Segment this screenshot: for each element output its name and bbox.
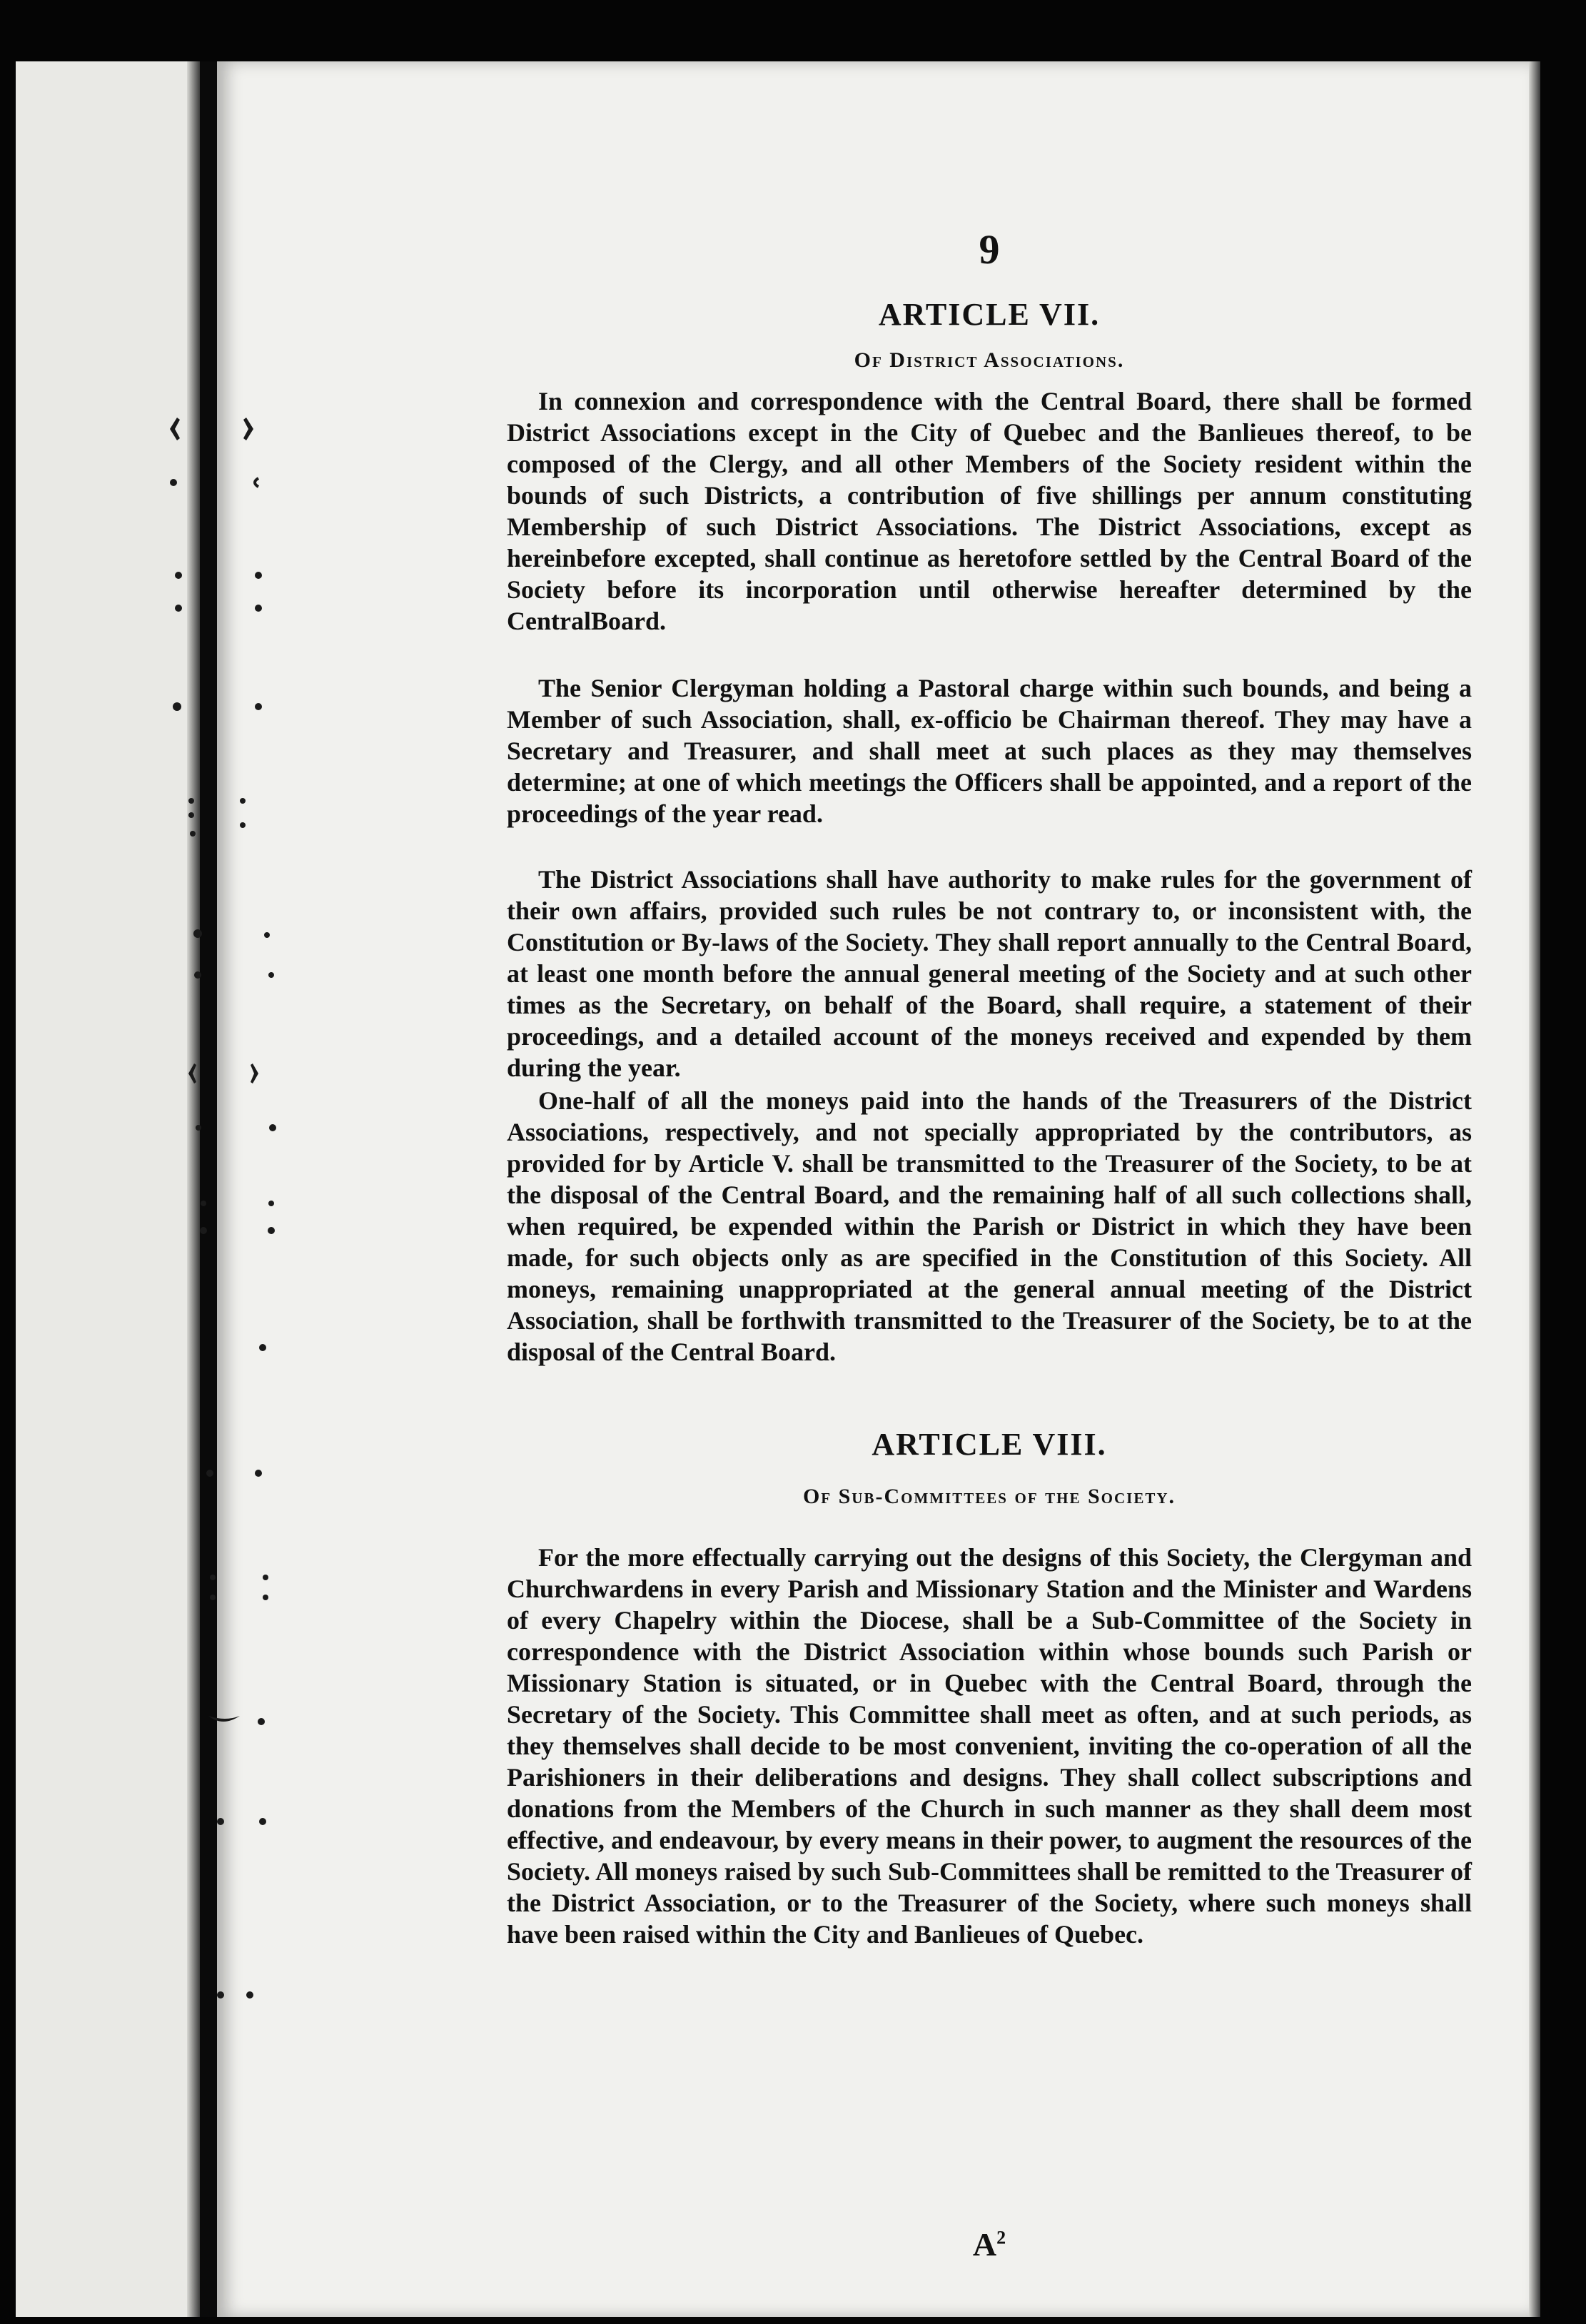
- margin-dot: [188, 798, 194, 804]
- margin-dot: [173, 702, 181, 711]
- margin-dot: [175, 572, 182, 579]
- margin-dot: [190, 831, 196, 837]
- margin-dot: [206, 1470, 213, 1477]
- page-number: 9: [979, 226, 1000, 273]
- margin-dot: [210, 1575, 216, 1580]
- margin-dot: [258, 1718, 265, 1725]
- margin-dot: [193, 929, 202, 938]
- margin-dot: [217, 1991, 224, 1999]
- bracket-mark: [243, 418, 253, 440]
- margin-dot: [255, 1470, 262, 1477]
- margin-dot: [170, 479, 177, 486]
- margin-dot: [175, 605, 182, 612]
- margin-dot: [263, 1595, 268, 1600]
- margin-dot: [268, 1201, 274, 1206]
- bracket-mark: [208, 1716, 240, 1722]
- margin-dot: [259, 1818, 266, 1825]
- margin-dot: [255, 605, 262, 612]
- article-viii-paragraph-1: For the more effectually carrying out the designs of this Society, the Clergyman and Churchwardens in every Parish and Missionary Station and the Minister and Wardens of every Chapelry within the Diocese, shall be a Sub-Committee of the Society in correspondence with the District Association within whose bounds such Parish or Missionary Station is situated, or in Quebec with the Central Board, through the Secretary of the Society. This Committee shall meet as often, and at such periods, as they themselves shall decide to be most convenient, inviting the co-operation of all the Parishioners in their deliberations and designs. They shall collect subscriptions and donations from the Members of the Church in such manner as they shall deem most effective, and endeavour, by every means in their power, to augment the resources of the Society. All moneys raised by such Sub-Committees shall be remitted to the Treasurer of the District Association, or to the Treasurer of the Society, where such moneys shall have been raised within the City and Banlieues of Quebec.: [507, 1543, 1472, 1949]
- margin-dot: [255, 703, 262, 710]
- margin-dot: [255, 572, 262, 579]
- margin-dot: [255, 478, 258, 487]
- margin-dot: [194, 971, 201, 979]
- margin-dot: [188, 812, 194, 818]
- article-vii-heading: ARTICLE VII.: [878, 297, 1101, 332]
- article-vii-paragraph-4: One-half of all the moneys paid into the hands of the Treasurers of the District Associations, respectively, and not specially appropriated by the contributors, as provided for by Article V. shall be transmitted to the Treasurer of the Society, to be at the disposal of the Central Board, and the remaining half of all such collections shall, when required, be expended within the Parish or District in which they have been made, for such objects only as are specified in the Constitution of this Society. All moneys, remaining unappropriated at the general annual meeting of the District Association, shall be forthwith transmitted to the Treasurer of the Society, be to at the disposal of the Central Board.: [507, 1086, 1472, 1366]
- bracket-mark: [251, 1064, 258, 1083]
- bracket-mark: [170, 418, 180, 440]
- margin-dot: [264, 932, 270, 938]
- margin-dot: [210, 1595, 216, 1600]
- article-vii-subheading: Of District Associations.: [854, 348, 1125, 372]
- margin-dot: [196, 1125, 201, 1131]
- margin-dot: [217, 1818, 224, 1825]
- signature-number: 2: [996, 2227, 1006, 2248]
- margin-dot: [246, 1991, 253, 1999]
- signature-letter: A: [972, 2226, 997, 2263]
- article-vii-paragraph-1: In connexion and correspondence with the Central Board, there shall be formed District Associations except in the City of Quebec and the Banlieues thereof, to be composed of the Clergy, and all other Members of the Society resident within the bounds of such Districts, a contribution of five shillings per annum constituting Membership of such District Associations. The District Associations, except as hereinbefore excepted, shall continue as heretofore settled by the Central Board of the Society before its incorporation until otherwise hereafter determined by the CentralBoard.: [507, 387, 1472, 635]
- margin-dot: [201, 1201, 206, 1206]
- article-vii-paragraph-3: The District Associations shall have authority to make rules for the government of their own affairs, provided such rules be not contrary to, or inconsistent with, the Constitution or By-laws of the Society. They shall report annually to the Central Board, at least one month before the annual general meeting of the Society and at such other times as the Secretary, on behalf of the Board, shall require, a statement of their proceedings, and a detailed account of the moneys received and expended by them during the year.: [507, 865, 1472, 1082]
- article-viii-subheading: Of Sub-Committees of the Society.: [802, 1485, 1176, 1508]
- printer-signature-mark: [507, 2226, 1472, 2263]
- margin-dot: [259, 1344, 266, 1351]
- article-viii-heading: ARTICLE VIII.: [872, 1427, 1107, 1462]
- margin-dot: [200, 1227, 207, 1234]
- margin-dot: [268, 1227, 275, 1234]
- margin-dot: [268, 972, 274, 978]
- article-vii-paragraph-2: The Senior Clergyman holding a Pastoral charge within such bounds, and being a Member of such Association, shall, ex-officio be Chairman thereof. They may have a Secretary and Treasurer, and shall meet at such places as they may themselves determine; at one of which meetings the Officers shall be appointed, and a report of the proceedings of the year read.: [507, 674, 1472, 828]
- margin-dot: [240, 798, 246, 804]
- margin-dot: [269, 1124, 276, 1131]
- bracket-mark: [188, 1064, 196, 1083]
- margin-dot: [263, 1575, 268, 1580]
- margin-dot: [240, 822, 246, 828]
